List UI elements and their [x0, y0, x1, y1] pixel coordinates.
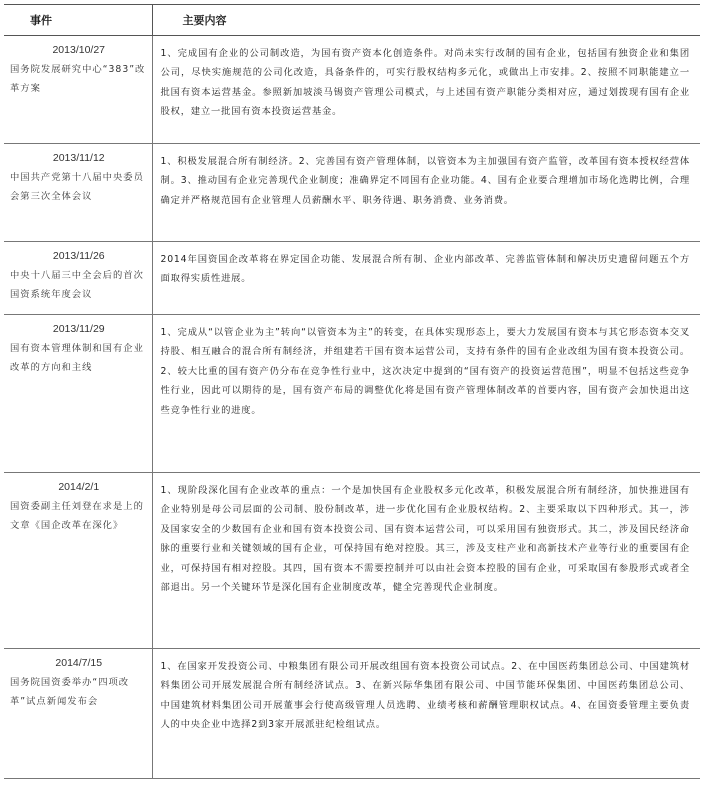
event-cell — [4, 242, 152, 315]
event-date: 2013/10/27 — [52, 44, 106, 56]
table-row — [4, 36, 700, 144]
event-cell — [4, 315, 152, 473]
content-cell: 1、现阶段深化国有企业改革的重点：一个是加快国有企业股权多元化改革，积极发展混合所有制经济，加快推进国有企业特别是母公司层面的公司制、股份制改革，进一步优化国有企业股权结构。2、主要采取以下四种形式。其一，涉及国家安全的少数国有企业和国有资本投资公司、国有资本运营公司，可以采用国有独资形式。其二，涉及国民经济命脉的重要行业和关键领域的国有企业，可保持国有绝对控股。其三，涉及支柱产业和高新技术产业等行业的重要国有企业，可保持国有相对控股。其四，国有资本不需要控制并可以由社会资本控股的国有企业，可采取国有参股形式或者全部退出。另一个关键环节是深化国有企业制度改革，健全完善现代企业制度。 — [152, 473, 700, 649]
event-cell — [4, 144, 152, 242]
table-row — [4, 473, 700, 649]
event-name: 中央十八届三中全会后的首次国资系统年度会议 — [10, 270, 144, 301]
event-name: 中国共产党第十八届中央委员会第三次全体会议 — [10, 172, 144, 203]
header-content: 主要内容 — [152, 5, 700, 36]
header-event: 事件 — [4, 5, 152, 36]
event-cell — [4, 473, 152, 649]
table-row — [4, 315, 700, 473]
content-cell: 2014年国资国企改革将在界定国企功能、发展混合所有制、企业内部改革、完善监管体制和解决历史遗留问题五个方面取得实质性进展。 — [152, 242, 700, 315]
content-cell: 1、完成国有企业的公司制改造，为国有资产资本化创造条件。对尚未实行改制的国有企业，包括国有独资企业和集团公司，尽快实施规范的公司化改造，具备条件的，可实行股权结构多元化，或做出上市安排。2、按照不同职能建立一批国有资本运营基金。参照新加坡淡马锡资产管理公司模式，与上述国有资产职能分类相对应，通过划拨现有国有企业股权，建立一批国有资本投资运营基金。 — [152, 36, 700, 144]
content-cell: 1、完成从“以管企业为主”转向“以管资本为主”的转变，在具体实现形态上，要大力发展国有资本与其它形态资本交叉持股、相互融合的混合所有制经济，并组建若干国有资本运营公司，支持有条件的国有企业改组为国有资本投资公司。2、较大比重的国有资产仍分布在竞争性行业中，这次决定中提到的“国有资产的投资运营范围”，明显不包括这些竞争性行业，因此可以期待的是，国有资产布局的调整优化将是国有资产管理体制改革的首要内容，国有资产会加快退出这些竞争性行业的进度。 — [152, 315, 700, 473]
event-date: 2013/11/29 — [52, 323, 105, 335]
table-row — [4, 144, 700, 242]
event-date: 2013/11/12 — [52, 152, 105, 164]
event-date: 2013/11/26 — [52, 250, 105, 262]
event-date: 2014/2/1 — [58, 481, 100, 493]
content-cell: 1、积极发展混合所有制经济。2、完善国有资产管理体制，以管资本为主加强国有资产监管，改革国有资本授权经营体制。3、推动国有企业完善现代企业制度；准确界定不同国有企业功能。4、国有企业要合理增加市场化选聘比例，合理确定并严格规范国有企业管理人员薪酬水平、职务待遇、职务消费、业务消费。 — [152, 144, 700, 242]
event-name: 国务院国资委举办“四项改革”试点新闻发布会 — [10, 677, 130, 708]
table-row — [4, 649, 700, 779]
event-name: 国有资本管理体制和国有企业改革的方向和主线 — [10, 343, 144, 374]
event-name: 国资委副主任刘登在求是上的文章《国企改革在深化》 — [10, 501, 144, 532]
table-header-row — [4, 5, 700, 36]
event-cell — [4, 649, 152, 779]
policy-events-table — [4, 4, 700, 779]
event-name: 国务院发展研究中心“383”改革方案 — [10, 64, 146, 95]
event-date: 2014/7/15 — [55, 657, 103, 669]
event-cell — [4, 36, 152, 144]
table-row — [4, 242, 700, 315]
content-cell: 1、在国家开发投资公司、中粮集团有限公司开展改组国有资本投资公司试点。2、在中国医药集团总公司、中国建筑材料集团公司开展发展混合所有制经济试点。3、在新兴际华集团有限公司、中国节能环保集团、中国医药集团总公司、中国建筑材料集团公司开展董事会行使高级管理人员选聘、业绩考核和薪酬管理职权试点。4、在国资委管理主要负责人的中央企业中选择2到3家开展派驻纪检组试点。 — [152, 649, 700, 779]
